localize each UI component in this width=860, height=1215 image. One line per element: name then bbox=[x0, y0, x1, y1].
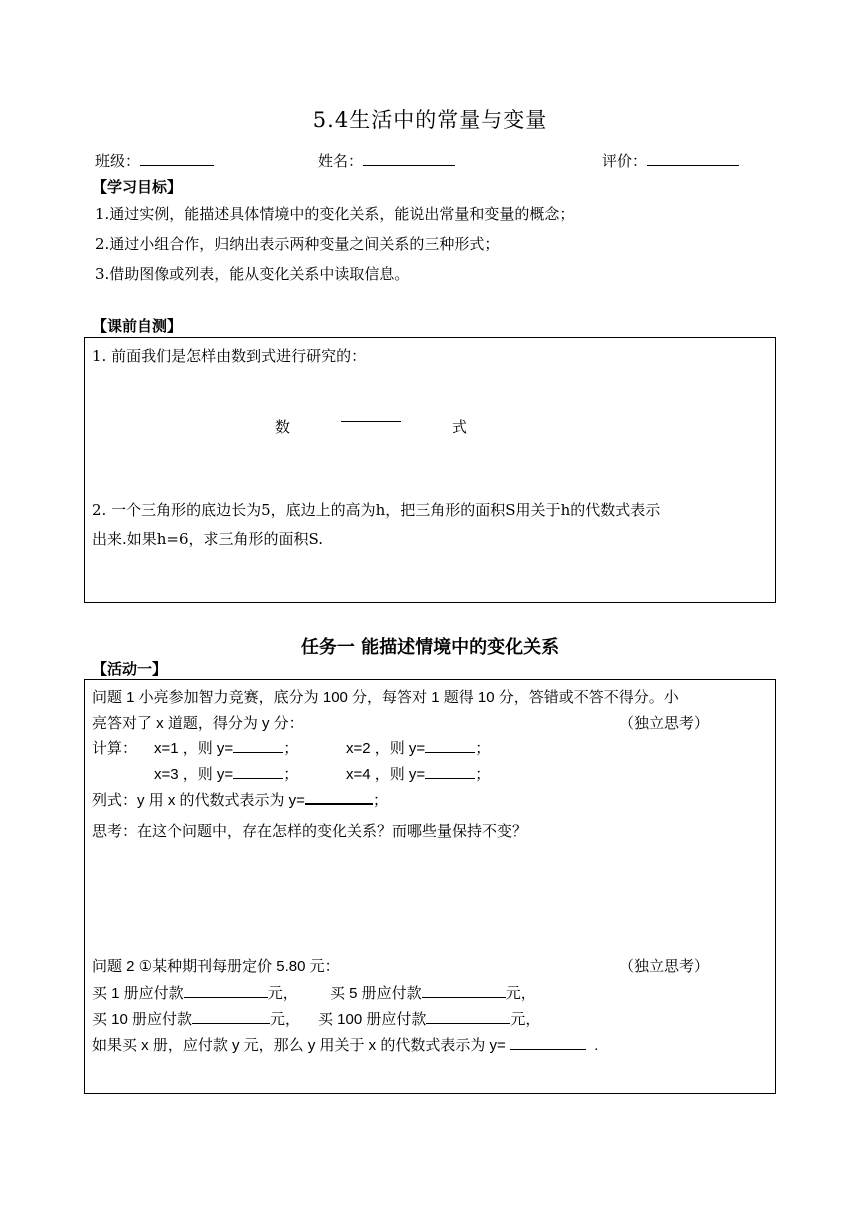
independent-think-label: （独立思考） bbox=[619, 714, 710, 732]
shi-label: 式 bbox=[452, 418, 468, 436]
goal-item-1: 1.通过实例，能描述具体情境中的变化关系，能说出常量和变量的概念； bbox=[95, 205, 575, 223]
calc-x4 bbox=[346, 763, 490, 784]
list-expression bbox=[92, 789, 388, 810]
problem-1-line2: 亮答对了 x 道题，得分为 y 分： bbox=[92, 715, 304, 732]
calc-x1-text: x=1 ，则 y= bbox=[154, 740, 234, 757]
calc-x3-blank[interactable] bbox=[233, 764, 283, 779]
buy-100-row bbox=[318, 1008, 540, 1029]
calc-x1 bbox=[154, 737, 298, 758]
calc-x4-blank[interactable] bbox=[425, 764, 475, 779]
problem-1-line1: 问题 1 小亮参加智力竞赛，底分为 100 分，每答对 1 题得 10 分，答错或不答不得分。小 bbox=[92, 689, 679, 706]
goals-heading: 【学习目标】 bbox=[92, 178, 183, 196]
calc-x3 bbox=[154, 763, 298, 784]
calc-x2-text: x=2 ，则 y= bbox=[346, 740, 426, 757]
yuan-label: 元， bbox=[270, 1011, 301, 1028]
semicolon: ； bbox=[283, 766, 299, 783]
final-expression bbox=[92, 1034, 598, 1055]
page-title: 5.4生活中的常量与变量 bbox=[312, 108, 548, 132]
buy-10-blank[interactable] bbox=[192, 1009, 270, 1024]
evaluation-blank[interactable] bbox=[647, 151, 739, 166]
buy-1-blank[interactable] bbox=[184, 983, 268, 998]
buy-100-label: 买 100 册应付款 bbox=[318, 1011, 427, 1028]
yuan-label: 元， bbox=[505, 985, 536, 1002]
calc-label: 计算： bbox=[92, 740, 138, 757]
buy-10-row bbox=[92, 1008, 300, 1029]
list-blank[interactable] bbox=[305, 789, 373, 805]
pretest-question-1: 1. 前面我们是怎样由数到式进行研究的： bbox=[92, 347, 367, 365]
calc-x3-text: x=3 ，则 y= bbox=[154, 766, 234, 783]
think-question: 思考：在这个问题中，存在怎样的变化关系？而哪些量保持不变？ bbox=[92, 822, 528, 840]
yuan-label: 元， bbox=[510, 1011, 541, 1028]
semicolon: ； bbox=[475, 766, 491, 783]
class-blank[interactable] bbox=[140, 151, 214, 166]
buy-5-blank[interactable] bbox=[422, 983, 506, 998]
buy-5-row bbox=[330, 982, 536, 1003]
arrow-line bbox=[341, 421, 401, 422]
name-label: 姓名： bbox=[318, 152, 364, 170]
buy-100-blank[interactable] bbox=[426, 1009, 510, 1024]
evaluation-field bbox=[602, 150, 739, 171]
name-blank[interactable] bbox=[363, 151, 455, 166]
pretest-question-2-line2: 出来.如果h=6，求三角形的面积S. bbox=[92, 530, 324, 548]
goal-item-3: 3.借助图像或列表，能从变化关系中读取信息。 bbox=[95, 265, 410, 283]
class-field bbox=[95, 150, 214, 171]
goal-item-2: 2.通过小组合作，归纳出表示两种变量之间关系的三种形式； bbox=[95, 235, 500, 253]
calc-x4-text: x=4 ，则 y= bbox=[346, 766, 426, 783]
name-field bbox=[318, 150, 455, 171]
evaluation-label: 评价： bbox=[602, 152, 648, 170]
calc-x1-blank[interactable] bbox=[233, 738, 283, 753]
buy-1-row bbox=[92, 982, 298, 1003]
period: . bbox=[594, 1037, 599, 1054]
pretest-box bbox=[84, 337, 776, 603]
list-label: 列式：y 用 x 的代数式表示为 y= bbox=[92, 792, 305, 809]
independent-think-label-2: （独立思考） bbox=[619, 957, 710, 975]
semicolon: ； bbox=[372, 792, 388, 809]
class-label: 班级： bbox=[95, 152, 141, 170]
shu-label: 数 bbox=[275, 418, 291, 436]
final-label: 如果买 x 册，应付款 y 元，那么 y 用关于 x 的代数式表示为 y= bbox=[92, 1037, 506, 1054]
semicolon: ； bbox=[283, 740, 299, 757]
buy-1-label: 买 1 册应付款 bbox=[92, 985, 184, 1002]
semicolon: ； bbox=[475, 740, 491, 757]
pretest-heading: 【课前自测】 bbox=[92, 317, 183, 335]
yuan-label: 元， bbox=[267, 985, 298, 1002]
pretest-question-2-line1: 2. 一个三角形的底边长为5，底边上的高为h，把三角形的面积S用关于h的代数式表示 bbox=[92, 501, 661, 519]
buy-5-label: 买 5 册应付款 bbox=[330, 985, 422, 1002]
calc-x2-blank[interactable] bbox=[425, 738, 475, 753]
calc-x2 bbox=[346, 737, 490, 758]
problem-2-line1: 问题 2 ①某种期刊每册定价 5.80 元： bbox=[92, 958, 340, 975]
activity-heading: 【活动一】 bbox=[92, 660, 168, 678]
buy-10-label: 买 10 册应付款 bbox=[92, 1011, 193, 1028]
task1-title: 任务一 能描述情境中的变化关系 bbox=[300, 637, 560, 658]
final-blank[interactable] bbox=[510, 1035, 586, 1050]
activity-box bbox=[84, 679, 776, 1094]
